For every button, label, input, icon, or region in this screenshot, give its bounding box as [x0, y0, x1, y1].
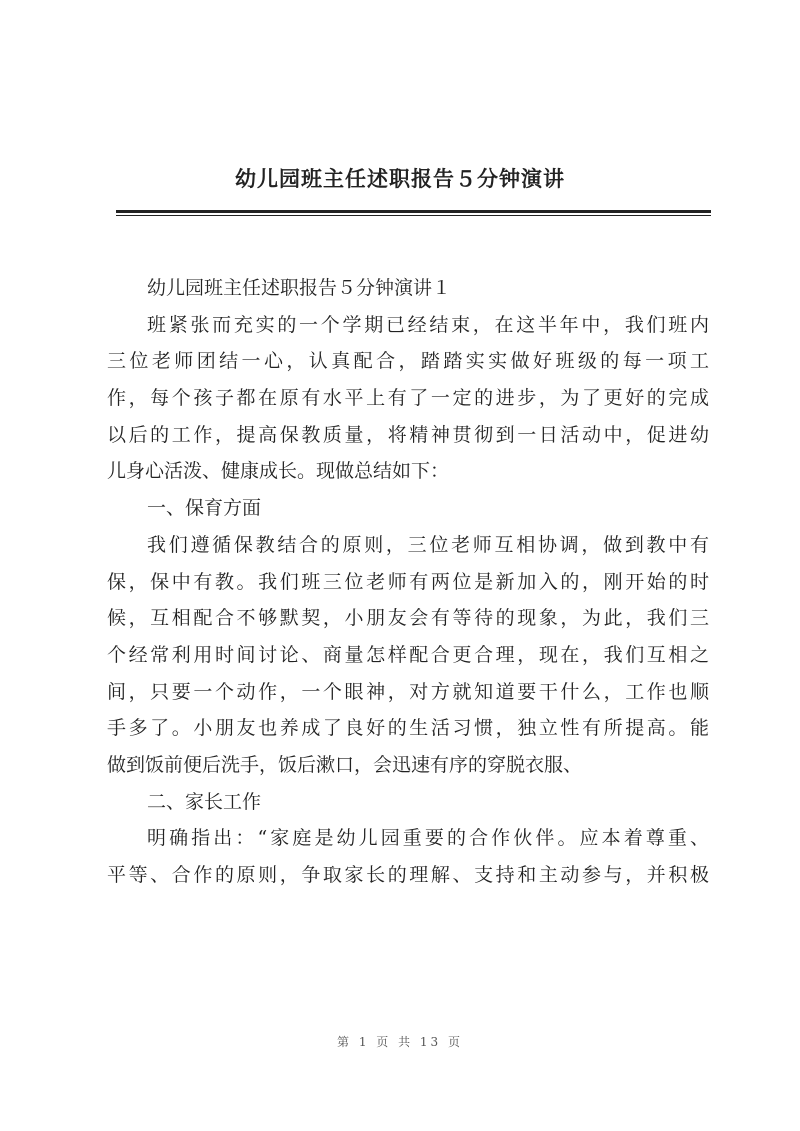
title-rule-thick — [116, 210, 711, 213]
paragraph-line: 三位老师团结一心，认真配合，踏踏实实做好班级的每一项工 — [107, 350, 709, 373]
paragraph-line: 做到饭前便后洗手，饭后漱口，会迅速有序的穿脱衣服、 — [107, 753, 583, 776]
section-heading: 一、保育方面 — [147, 497, 262, 520]
paragraph-line: 候，互相配合不够默契，小朋友会有等待的现象，为此，我们三 — [107, 607, 709, 630]
paragraph-line: 明确指出：“家庭是幼儿园重要的合作伙伴。应本着尊重、 — [147, 827, 709, 850]
title-rule-thin — [116, 215, 711, 216]
paragraph-line: 班紧张而充实的一个学期已经结束，在这半年中，我们班内 — [147, 313, 709, 336]
paragraph-line: 个经常利用时间讨论、商量怎样配合更合理，现在，我们互相之 — [107, 643, 709, 666]
paragraph-line: 平等、合作的原则，争取家长的理解、支持和主动参与，并积极 — [107, 864, 709, 886]
paragraph-line: 以后的工作，提高保教质量，将精神贯彻到一日活动中，促进幼 — [107, 423, 709, 446]
section-heading: 幼儿园班主任述职报告５分钟演讲１ — [147, 277, 452, 299]
paragraph-line: 儿身心活泼、健康成长。现做总结如下： — [107, 460, 450, 483]
paragraph-line: 间，只要一个动作，一个眼神，对方就知道要干什么，工作也顺 — [107, 680, 709, 703]
paragraph-line: 手多了。小朋友也养成了良好的生活习惯，独立性有所提高。能 — [107, 717, 709, 740]
page-title: 幼儿园班主任述职报告５分钟演讲 — [235, 166, 565, 191]
paragraph-line: 我们遵循保教结合的原则，三位老师互相协调，做到教中有 — [147, 533, 709, 556]
section-heading: 二、家长工作 — [147, 790, 262, 813]
paragraph-line: 作，每个孩子都在原有水平上有了一定的进步，为了更好的完成 — [107, 387, 709, 410]
paragraph-line: 保，保中有教。我们班三位老师有两位是新加入的，刚开始的时 — [107, 570, 709, 593]
page-footer: 第 1 页 共 13 页 — [337, 1035, 463, 1049]
document-body — [107, 270, 709, 894]
